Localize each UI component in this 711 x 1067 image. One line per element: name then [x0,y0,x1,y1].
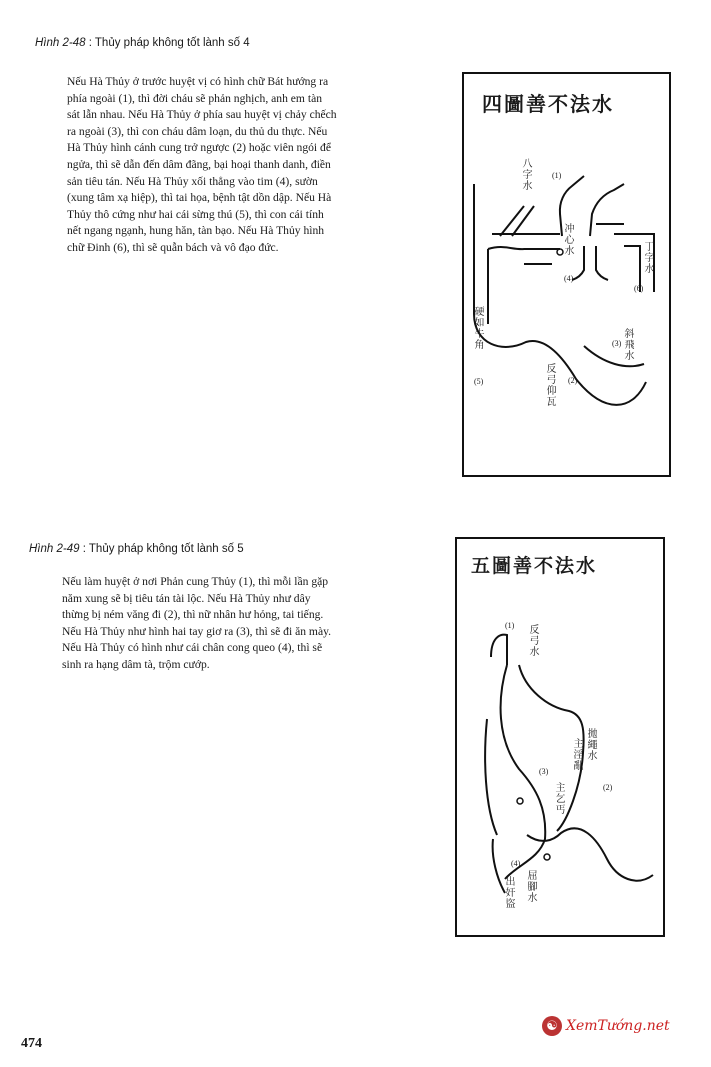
figure-49-label: Hình 2-49 [29,543,80,555]
label-zhuqi: 主乞丐 [555,783,566,816]
marker-2: (2) [568,376,578,385]
yin-yang-icon: ☯ [542,1016,562,1036]
label-paosheng: 拋繩水 [587,729,598,762]
label-dingzi: 丁字水 [644,242,655,275]
diagram-49-title: 五圖善不法水 [471,555,598,577]
label-zhuhuan: 主淫亂 [573,739,584,772]
label-bazi: 八字水 [522,159,533,192]
marker-3: (3) [612,339,622,348]
body-line: chữ Đinh (6), thì sẽ quẫn bách và vô đạo đức. [67,240,279,254]
figure-48-sep: : [85,37,95,49]
body-line: nết ngang ngạnh, hung hăn, tàn bạo. Nếu Hà Thủy hình [67,224,325,238]
body-line: sản tiêu tán. Nếu Hà Thủy xối thẳng vào tim (4), sườn [67,174,318,188]
marker-1: (1) [552,171,562,180]
watermark-logo [542,1016,670,1036]
body-line: ngửa, thì sẽ dẫn đến dâm đãng, bại hoại thanh danh, điền [67,157,331,171]
diagram-48-title: 四圖善不法水 [482,92,614,116]
page-number: 474 [21,1036,42,1051]
body-line: ra ngoài (3), thì con cháu dâm loạn, du thủ du thực. Nếu [67,124,328,138]
figure-49-caption [29,543,244,555]
label-quejiao: 屈腳水 [527,871,538,904]
figure-48-label: Hình 2-48 [35,37,86,49]
figure-48-title: Thủy pháp không tốt lành số 4 [94,37,250,49]
figure-49-diagram [455,537,665,937]
label-chuqiang: 出奸盜 [505,877,516,910]
marker-3: (3) [539,767,549,776]
body-line: Nếu Hà Thủy ở trước huyệt vị có hình chữ Bát hướng ra [67,75,329,88]
body-line: (xung tâm xạ hiệp), thì tai họa, bệnh tật dồn dập. Nếu Hà [67,191,332,205]
figure-49-body [62,574,331,674]
watermark-text: XemTướng.net [566,1018,670,1034]
marker-1: (1) [505,621,515,630]
figure-48-body [67,74,337,257]
label-fangong-water: 反弓水 [529,625,540,658]
diagram-49-lines [457,539,663,935]
marker-4: (4) [564,274,574,283]
body-line: Nếu Hà Thủy có hình như cái chân cong queo (4), thì sẽ [62,641,323,655]
body-line: năm xung sẽ bị tiêu tán tài lộc. Nếu Hà Thủy như dây [62,591,311,605]
body-line: Hà Thủy hình cánh cung trở ngược (2) hoặc viên ngói để [67,141,331,155]
body-line: Nếu Hà Thủy như hình hai tay giơ ra (3), thì sẽ đi ăn mày. [62,624,332,638]
marker-4: (4) [511,859,521,868]
figure-48-diagram [462,72,671,477]
body-line: sát lẫn nhau. Nếu Hà Thủy ở phía sau huyệt vị chảy chếch [67,108,337,122]
body-line: thừng bị ném văng đi (2), thì nữ nhân hư hỏng, tai tiếng. [62,608,324,622]
marker-2: (2) [603,783,613,792]
label-fangong: 反弓仰瓦 [546,364,557,408]
body-line: Thủy thô cứng như hai cái sừng thú (5), thì con cái tính [67,207,324,221]
body-line: sinh ra hạng dâm tà, trộm cướp. [62,657,210,671]
label-xiefei: 斜飛水 [624,329,635,362]
marker-5: (5) [474,377,484,386]
figure-49-title: Thủy pháp không tốt lành số 5 [88,543,244,555]
figure-48-caption [35,37,250,49]
marker-6: (6) [634,284,644,293]
figure-49-sep: : [79,543,89,555]
label-ying: 硬如牛角 [474,307,485,351]
body-line: Nếu làm huyệt ở nơi Phản cung Thủy (1), thì mỗi lần gặp [62,575,329,588]
label-chongxin: 冲心水 [564,224,575,257]
body-line: phía ngoài (1), thì đời cháu sẽ phản nghịch, anh em tàn [67,91,323,105]
